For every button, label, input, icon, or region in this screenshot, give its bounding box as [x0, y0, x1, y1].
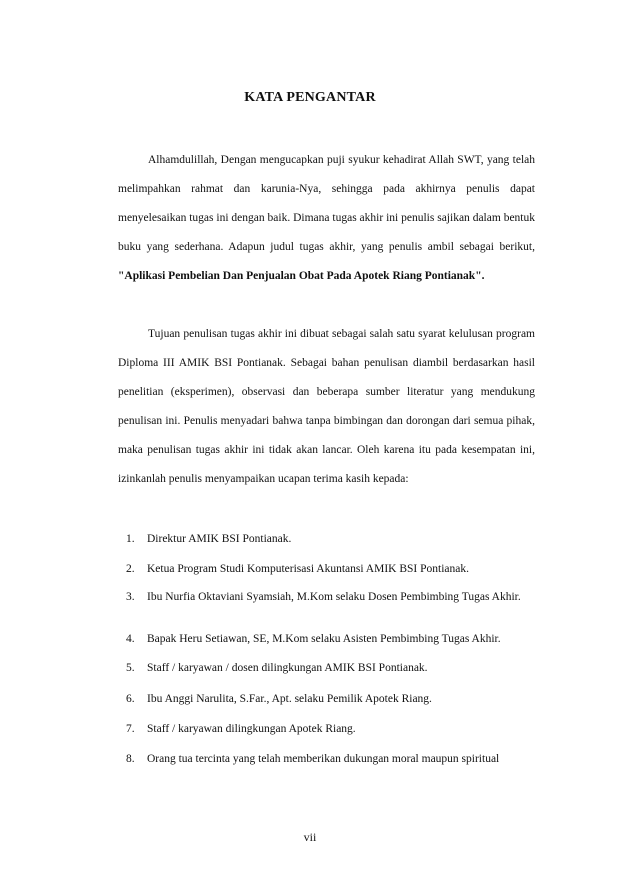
page-number: vii — [303, 830, 317, 844]
paragraph-purpose-text: Tujuan penulisan tugas akhir ini dibuat sebagai salah satu syarat kelulusan program Diploma III AMIK BSI Pontianak. Sebagai bahan penulisan diambil berdasarkan hasil penelitian (eksperimen), observasi dan beberapa sumber literatur yang mendukung penulisan ini. Penulis menyadari bahwa tanpa bimbingan dan dorongan dari semua pihak, maka penulisan tugas akhir ini tidak akan lancar. Oleh karena itu pada kesempatan ini, izinkanlah penulis menyampaikan ucapan terima kasih kepada: — [118, 328, 535, 485]
page-title: KATA PENGANTAR — [244, 90, 376, 105]
paragraph-intro — [118, 146, 535, 291]
list-item-text: Staff / karyawan dilingkungan Apotek Riang. — [147, 723, 356, 735]
list-item-number: 7. — [126, 723, 135, 735]
paragraph-intro-body: Alhamdulillah, Dengan mengucapkan puji syukur kehadirat Allah SWT, yang telah melimpahkan rahmat dan karunia-Nya, sehingga pada akhirnya penulis dapat menyelesaikan tugas ini dengan baik. Dimana tugas akhir ini penulis sajikan dalam bentuk buku yang sederhana. Adapun judul tugas akhir, yang penulis ambil sebagai berikut, — [118, 154, 535, 253]
list-item-text: Ibu Nurfia Oktaviani Syamsiah, M.Kom selaku Dosen Pembimbing Tugas Akhir. — [147, 591, 521, 603]
list-item-number: 3. — [126, 591, 135, 603]
paragraph-intro-text — [118, 146, 535, 291]
list-item-text: Orang tua tercinta yang telah memberikan dukungan moral maupun spiritual — [147, 753, 500, 765]
list-item-text: Ketua Program Studi Komputerisasi Akuntansi AMIK BSI Pontianak. — [147, 563, 469, 575]
thesis-title: "Aplikasi Pembelian Dan Penjualan Obat Pada Apotek Riang Pontianak" — [118, 269, 482, 282]
thesis-title-end: . — [481, 269, 485, 282]
list-item-text: Direktur AMIK BSI Pontianak. — [147, 533, 292, 545]
list-item-number: 6. — [126, 693, 135, 705]
list-item-number: 4. — [126, 633, 135, 645]
list-item-text: Staff / karyawan / dosen dilingkungan AMIK BSI Pontianak. — [147, 662, 428, 674]
list-item-number: 8. — [126, 753, 135, 765]
list-item-number: 2. — [126, 563, 135, 575]
list-item-text: Ibu Anggi Narulita, S.Far., Apt. selaku Pemilik Apotek Riang. — [147, 693, 432, 705]
list-item-number: 1. — [126, 533, 135, 545]
list-item-number: 5. — [126, 662, 135, 674]
list-item-text: Bapak Heru Setiawan, SE, M.Kom selaku Asisten Pembimbing Tugas Akhir. — [147, 633, 501, 645]
paragraph-purpose — [118, 320, 535, 493]
